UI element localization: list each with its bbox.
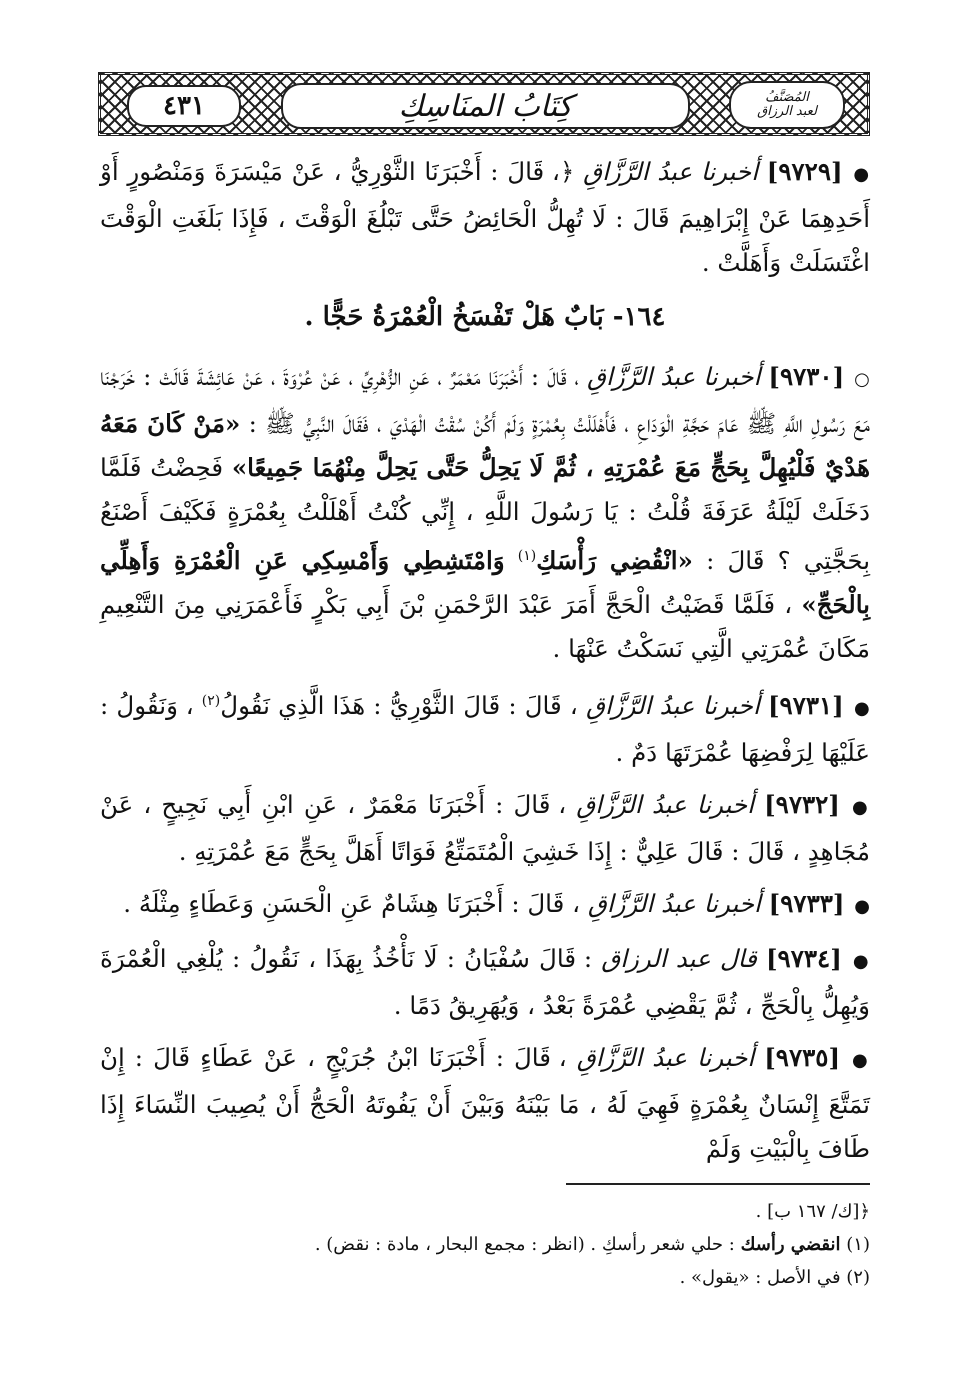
chapter-heading: ١٦٤- بَابٌ هَلْ تَفْسَخُ الْعُمْرَةُ حَجًّا . bbox=[304, 302, 666, 332]
hadith-9735 bbox=[100, 1036, 870, 1171]
footnote-1 bbox=[300, 1228, 870, 1261]
entry-marker: ● bbox=[852, 951, 870, 973]
entry-text: ، قَالَ : أَخْبَرَنَا مَعْمَرٌ ، عَنِ الزُّهْرِيِّ ، عَنْ عُرْوَةَ ، عَنْ عَائِشَةَ قَالَتْ : خَرَجْنَا مَعَ رَسُولِ اللَّهِ ﷺ عَامَ حَجَّةِ الْوَدَاعِ ، فَأَهْلَلْتُ بِعُمْرَةٍ وَلَمْ أَكُنْ سُقْتُ الْهَدْيَ ، فَقَالَ النَّبِيُّ ﷺ : bbox=[100, 362, 871, 438]
footnotes bbox=[300, 1195, 870, 1294]
entry-number: [٩٧٣٠] bbox=[768, 362, 845, 391]
page-number: ٤٣١ bbox=[127, 85, 241, 127]
entry-marker: ● bbox=[852, 1050, 870, 1072]
footnote-2: (٢) في الأصل : «يقول» . bbox=[679, 1267, 870, 1288]
entry-number: [٩٧٣٢] bbox=[764, 790, 840, 820]
entry-text: : قَالَ سُفْيَانُ : لَا نَأْخُذُ بِهَذَا ، نَقُولُ : يُلْغِي الْعُمْرَةَ وَيُهِلُّ بِالْحَجِّ ، ثُمَّ يَقْضِي عُمْرَةً بَعْدُ ، وَيُهَرِيقُ دَمًا . bbox=[100, 944, 870, 1021]
narrator-phrase: قال عبد الرزاق bbox=[601, 944, 757, 974]
hadith-9731 bbox=[100, 679, 870, 775]
entry-number: [٩٧٣٣] bbox=[768, 889, 845, 919]
footnote-ref-1[interactable]: (١) bbox=[517, 548, 537, 564]
entry-number: [٩٧٣١] bbox=[767, 691, 844, 721]
hadith-9730 bbox=[100, 355, 870, 671]
publisher-seal bbox=[729, 81, 845, 129]
entry-marker: ● bbox=[854, 896, 870, 918]
entry-number: [٩٧٣٤] bbox=[765, 944, 842, 974]
narrator-phrase: أخبرنا عبدُ الرَّزَّاقِ bbox=[576, 1043, 755, 1073]
entry-text: فَحِضْتُ فَلَمَّا دَخَلَتْ لَيْلَةُ عَرَفَةَ قُلْتُ : يَا رَسُولَ اللَّهِ ، إِنِّي كُنْتُ أَهْلَلْتُ بِعُمْرَةٍ فَكَيْفَ أَصْنَعُ بِحَجَّتِي ؟ قَالَ : bbox=[100, 453, 871, 576]
footnote-ref-2[interactable]: (٢) bbox=[201, 693, 221, 710]
prophet-quote: وَامْتَشِطِي وَأَمْسِكِي عَنِ الْعُمْرَةِ وَأَهِلِّي بِالْحَجِّ» bbox=[100, 546, 871, 620]
entry-text: ﴿، قَالَ : أَخْبَرَنَا الثَّوْرِيُّ ، عَنْ مَيْسَرَةَ وَمَنْصُورٍ أَوْ أَحَدِهِمَا عَنْ إِبْرَاهِيمَ قَالَ : لَا تُهِلُّ الْحَائِضُ حَتَّى تَبْلُغَ الْوَقْتَ ، فَإِذَا بَلَغَتِ الْوَقْتَ اغْتَسَلَتْ وَأَهَلَّتْ . bbox=[100, 157, 870, 277]
seal-line-2: لعبد الرزاق bbox=[757, 104, 817, 119]
entry-text: ، وَنَقُولُ : عَلَيْهَا لِرَفْضِهَا عُمْرَتَهَا دَمٌ . bbox=[100, 691, 870, 768]
footnote-1-text: : حلي شعر رأسكِ . (انظر : مجمع البحار ، مادة : نقض) . bbox=[314, 1234, 735, 1255]
hadith-9734 bbox=[100, 937, 870, 1028]
narrator-phrase: أخبرنا عبدُ الرَّزَّاقِ bbox=[587, 889, 761, 919]
footnote-divider bbox=[566, 1183, 870, 1185]
entry-marker: ● bbox=[852, 797, 871, 819]
entry-number: [٩٧٣٥] bbox=[764, 1043, 841, 1073]
narrator-phrase: أخبرنا عبدُ الرَّزَّاقِ bbox=[583, 157, 758, 186]
footnote-manuscript-ref: ﴿[ك/ ١٦٧ ب] . bbox=[755, 1201, 870, 1222]
footnote-1-number: (١) bbox=[846, 1234, 870, 1255]
page-header bbox=[98, 72, 870, 136]
entry-marker: ● bbox=[853, 164, 870, 185]
hadith-9733 bbox=[100, 882, 870, 929]
narrator-phrase: أخبرنا عبدُ الرَّزَّاقِ bbox=[587, 362, 761, 391]
narrator-phrase: أخبرنا عبدُ الرَّزَّاقِ bbox=[585, 691, 760, 721]
hadith-9729 bbox=[100, 150, 870, 285]
footnote-1-term: انقضي رأسك bbox=[740, 1234, 841, 1255]
prophet-quote: «انْقُضِي رَأْسَكِ bbox=[536, 546, 693, 576]
entry-marker: ● bbox=[853, 698, 871, 720]
entry-text: ، قَالَ : قَالَ الثَّوْرِيُّ : هَذَا الَّذِي نَقُولُ bbox=[220, 691, 578, 721]
entry-text: ، فَلَمَّا قَضَيْتُ الْحَجَّ أَمَرَ عَبْدَ الرَّحْمَنِ بْنَ أَبِي بَكْرٍ فَأَعْمَرَنِي مِنَ التَّنْعِيمِ مَكَانَ عُمْرَتِي الَّتِي نَسَكْتُ عَنْهَا . bbox=[100, 590, 870, 664]
narrator-phrase: أخبرنا عبدُ الرَّزَّاقِ bbox=[576, 790, 754, 820]
entry-text: ، قَالَ : أَخْبَرَنَا هِشَامٌ عَنِ الْحَسَنِ وَعَطَاءٍ مِثْلَهُ . bbox=[123, 889, 581, 919]
seal-line-1: المُصَنَّفُ bbox=[765, 90, 809, 106]
entry-text: ، قَالَ : أَخْبَرَنَا ابْنُ جُرَيْجٍ ، عَنْ عَطَاءٍ قَالَ : إِنْ تَمَتَّعَ إِنْسَانٌ بِعُمْرَةٍ فَهِيَ لَهُ ، مَا بَيْنَهُ وَبَيْنَ أَنْ يَفُوتَهُ الْحَجُّ أَنْ يُصِيبَ النِّسَاءَ إِذَا طَافَ بِالْبَيْتِ وَلَمْ bbox=[100, 1043, 870, 1164]
prophet-quote: «مَنْ كَانَ مَعَهُ هَدْيٌ فَلْيُهِلَّ بِحَجٍّ مَعَ عُمْرَتِهِ ، ثُمَّ لَا يَحِلُّ حَتَّى يَحِلَّ مِنْهُمَا جَمِيعًا» bbox=[100, 409, 870, 482]
book-title-frame bbox=[281, 83, 690, 129]
main-text bbox=[100, 150, 870, 1179]
hadith-9732 bbox=[100, 783, 870, 874]
entry-text: ، قَالَ : أَخْبَرَنَا مَعْمَرٌ ، عَنِ ابْنِ أَبِي نَجِيحٍ ، عَنْ مُجَاهِدٍ ، قَالَ : قَالَ عَلِيٌّ : إِذَا خَشِيَ الْمُتَمَتِّعُ فَوَاتًا أَهَلَّ بِحَجٍّ مَعَ عُمْرَتِهِ . bbox=[100, 790, 870, 867]
book-title: كِتَابُ المنَاسِكِ bbox=[398, 88, 573, 124]
entry-number: [٩٧٢٩] bbox=[766, 157, 843, 186]
entry-marker: ○ bbox=[854, 369, 870, 390]
